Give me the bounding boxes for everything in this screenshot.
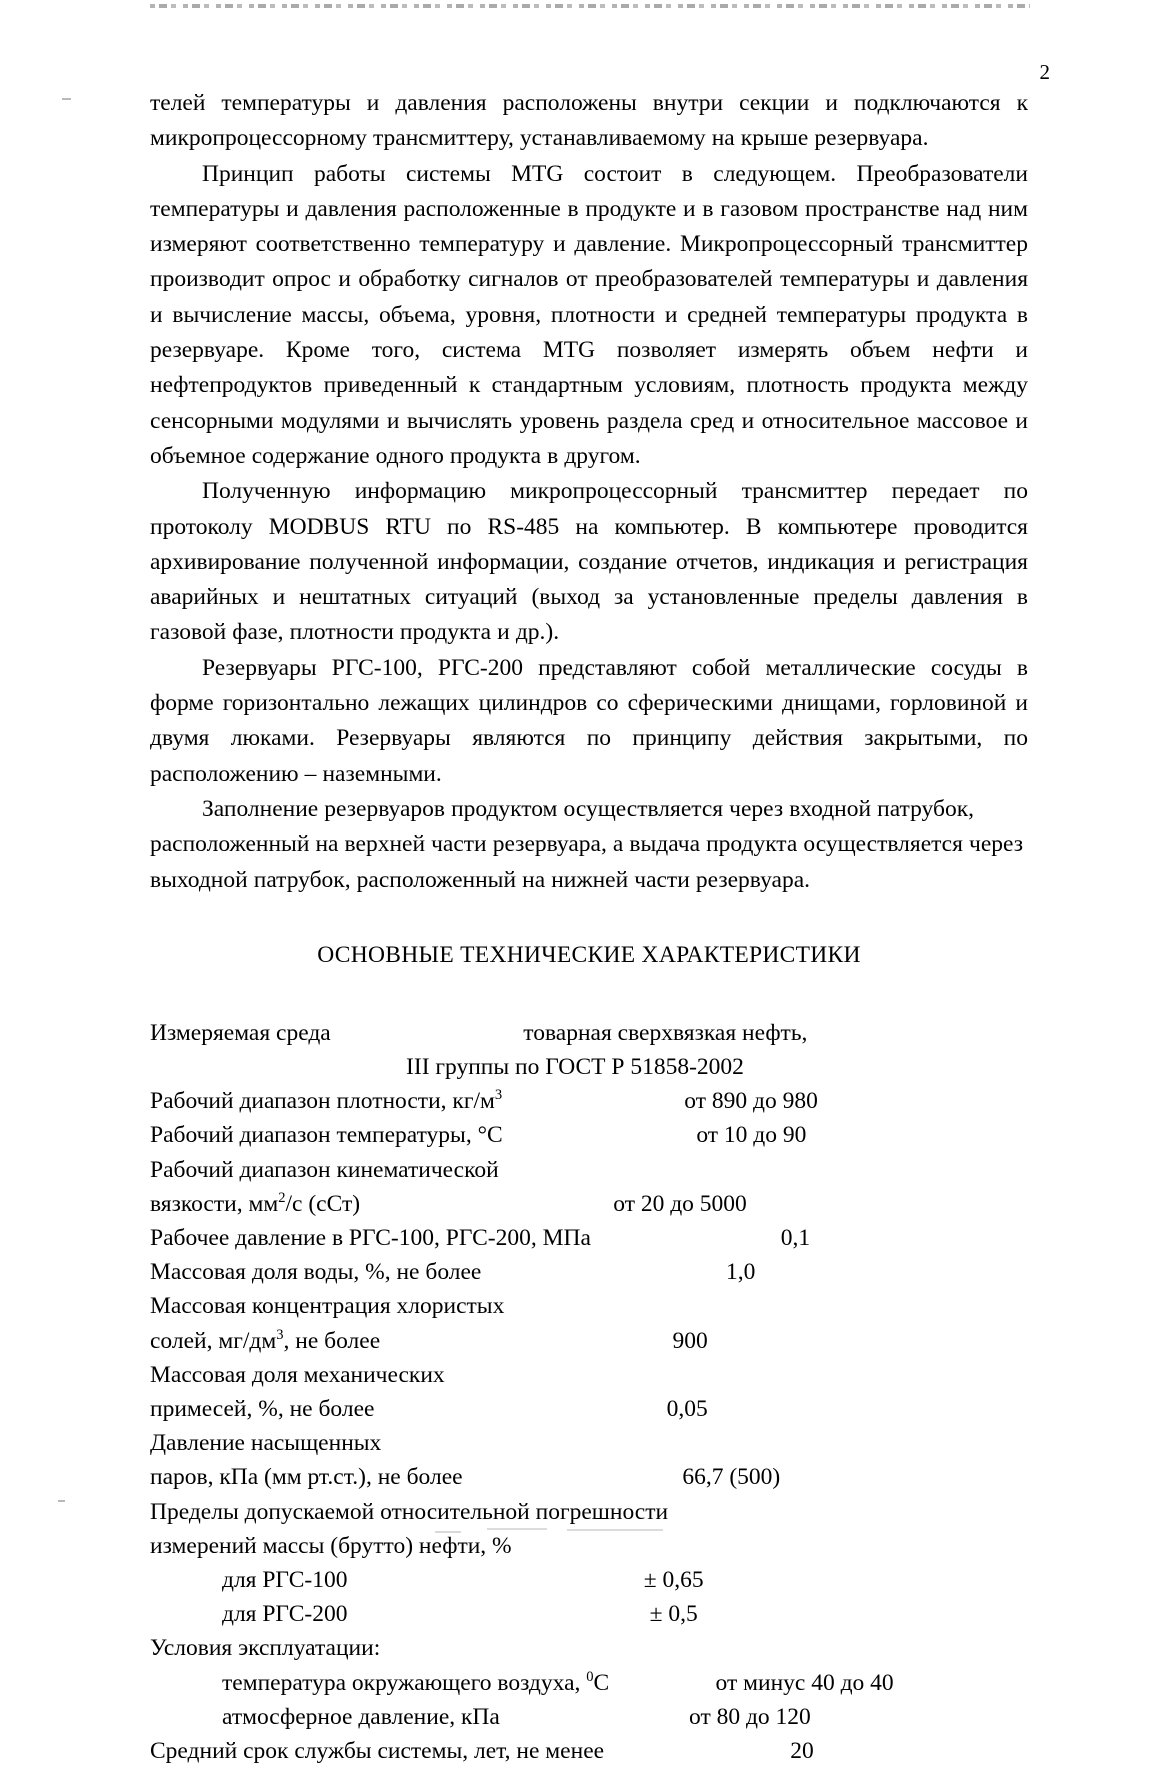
spec-value: 0,05 — [666, 1396, 708, 1423]
scan-speckle — [62, 98, 71, 100]
spec-row — [150, 1118, 1028, 1152]
spec-value: 900 — [672, 1327, 708, 1354]
scan-speckle — [58, 1500, 65, 1502]
spec-label: для РГС-200 — [222, 1601, 348, 1628]
spec-value: от 20 до 5000 — [613, 1190, 747, 1217]
spec-value: 20 — [790, 1738, 814, 1765]
spec-label: для РГС-100 — [222, 1567, 348, 1594]
spec-label: Массовая доля воды, %, не более — [150, 1259, 482, 1286]
spec-value: от минус 40 до 40 — [715, 1669, 894, 1696]
spec-row — [150, 1187, 1028, 1221]
spec-value: 0,1 — [780, 1225, 811, 1252]
spec-row — [150, 1153, 1028, 1187]
body-paragraph: Принцип работы системы MTG состоит в следующем. Преобразователи температуры и давления расположенные в продукте и в газовом пространстве над ним измеряют соответственно температуру и давление. Микропроцессорный трансмиттер производит опрос и обработку сигналов от преобразователей температуры и давления и вычисление массы, объема, уровня, плотности и средней температуры продукта в резервуаре. Кроме того, система MTG позволяет измерять объем нефти и нефтепродуктов приведенный к стандартным условиям, плотность продукта между сенсорными модулями и вычислять уровень раздела сред и относительное массовое и объемное содержание одного продукта в другом. — [150, 160, 1028, 469]
spec-value: от 10 до 90 — [696, 1122, 807, 1149]
spec-value: товарная сверхвязкая нефть, — [523, 1019, 808, 1046]
spec-label: вязкости, $мм^2/с$ (сСт) — [150, 1190, 361, 1217]
spec-value: 66,7 (500) — [682, 1464, 781, 1491]
spec-label: Рабочий диапазон плотности, $кг/м^3$ — [150, 1087, 503, 1115]
body-paragraph: Резервуары РГС-100, РГС-200 представляют собой металлические сосуды в форме горизонтально лежащих цилиндров со сферическими днищами, горловиной и двумя люками. Резервуары являются по принципу действия закрытыми, по расположению – наземными. — [150, 654, 1028, 787]
spec-row — [150, 1666, 1028, 1700]
spec-row — [150, 1495, 1028, 1529]
spec-value: от 890 до 980 — [684, 1088, 818, 1115]
spec-row — [150, 1050, 1028, 1084]
spec-value: ± 0,5 — [649, 1601, 698, 1628]
spec-label: Массовая доля механических — [150, 1361, 445, 1388]
page-number: 2 — [1039, 60, 1050, 84]
spec-label: Давление насыщенных — [150, 1430, 382, 1457]
spec-value: 1,0 — [725, 1259, 756, 1286]
specifications-list — [150, 1016, 1028, 1768]
spec-row — [150, 1324, 1028, 1358]
spec-label: температура окружающего воздуха, $^0$С — [222, 1668, 610, 1696]
spec-row — [150, 1255, 1028, 1289]
spec-label: примесей, %, не более — [150, 1396, 375, 1423]
spec-value: ± 0,65 — [643, 1567, 704, 1594]
spec-row — [150, 1221, 1028, 1255]
spec-row — [150, 1563, 1028, 1597]
spec-label: Средний срок службы системы, лет, не менее — [150, 1738, 605, 1765]
spec-row — [150, 1084, 1028, 1118]
spec-row — [150, 1016, 1028, 1050]
spec-label: Рабочее давление в РГС-100, РГС-200, МПа — [150, 1225, 591, 1252]
body-paragraph: телей температуры и давления расположены внутри секции и подключаются к микропроцессорному трансмиттеру, устанавливаемому на крыше резервуара. — [150, 90, 1028, 152]
spec-label: Пределы допускаемой относительной погрешности — [150, 1498, 669, 1525]
section-heading: ОСНОВНЫЕ ТЕХНИЧЕСКИЕ ХАРАКТЕРИСТИКИ — [317, 941, 861, 968]
spec-label: измерений массы (брутто) нефти, % — [150, 1532, 512, 1559]
spec-label: Рабочий диапазон кинематической — [150, 1156, 499, 1183]
spec-label: Условия эксплуатации: — [150, 1635, 381, 1662]
spec-row — [150, 1392, 1028, 1426]
scan-artifact-top — [150, 4, 1030, 8]
body-paragraph: Заполнение резервуаров продуктом осуществляется через входной патрубок, расположенный на верхней части резервуара, а выдача продукта осуществляется через выходной патрубок, расположенный на нижней части резервуара. — [150, 795, 1023, 893]
spec-label: солей, $мг/дм^3$, не более — [150, 1326, 381, 1354]
spec-row — [150, 1700, 1028, 1734]
spec-row — [150, 1734, 1028, 1768]
spec-label: паров, кПа (мм рт.ст.), не более — [150, 1464, 463, 1491]
spec-value: от 80 до 120 — [689, 1703, 811, 1730]
body-paragraph: Полученную информацию микропроцессорный трансмиттер передает по протоколу MODBUS RTU по RS-485 на компьютер. В компьютере проводится архивирование полученной информации, создание отчетов, индикация и регистрация аварийных и нештатных ситуаций (выход за установленные пределы давления в газовой фазе, плотности продукта и др.). — [150, 478, 1028, 646]
document-content — [150, 86, 1028, 1768]
spec-label: атмосферное давление, кПа — [222, 1703, 500, 1730]
spec-row — [150, 1529, 1028, 1563]
spec-row — [150, 1426, 1028, 1460]
spec-row — [150, 1460, 1028, 1494]
spec-row — [150, 1289, 1028, 1323]
spec-row — [150, 1631, 1028, 1665]
spec-label: Измеряемая среда — [150, 1019, 331, 1046]
spec-row — [150, 1597, 1028, 1631]
spec-row — [150, 1358, 1028, 1392]
spec-label: Массовая концентрация хлористых — [150, 1293, 505, 1320]
spec-label: Рабочий диапазон температуры, °С — [150, 1122, 503, 1149]
spec-value: III группы по ГОСТ Р 51858-2002 — [406, 1054, 744, 1081]
